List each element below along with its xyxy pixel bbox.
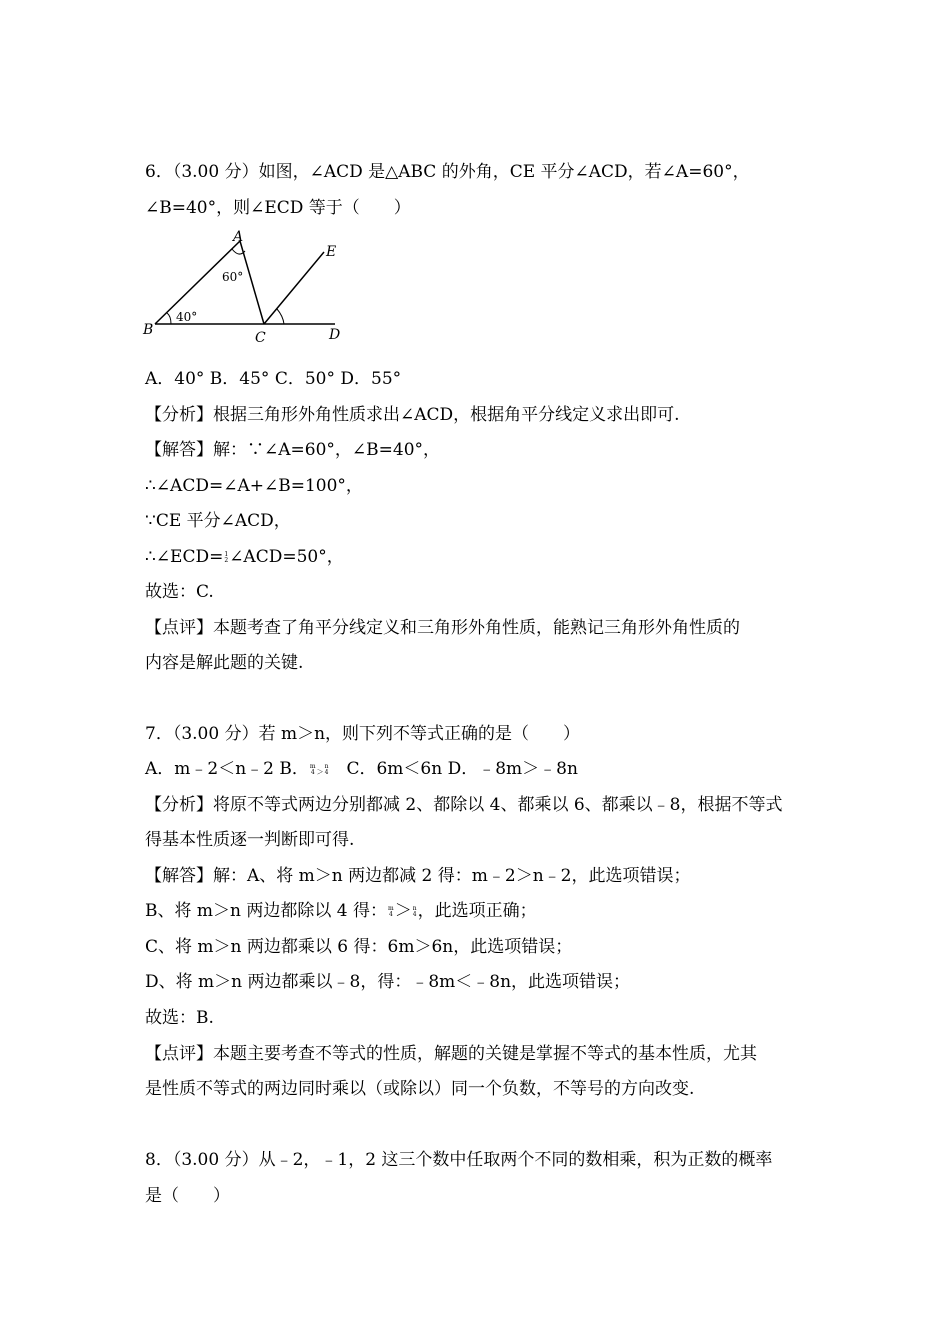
q8-stem-line2: 是（ ） [145,1186,230,1206]
line-ce [264,252,324,324]
q7-comment-line2: 是性质不等式的两边同时乘以（或除以）同一个负数，不等号的方向改变. [145,1079,695,1099]
q6-solution-line4 [145,545,344,569]
angle-label-b: 40° [176,310,198,324]
angle-arc-b [167,313,171,324]
sol-b-gt: ＞ [394,901,412,921]
q6-analysis: 【分析】根据三角形外角性质求出∠ACD，根据角平分线定义求出即可. [145,405,680,425]
q7-solution-a: 【解答】解：A、将 m＞n 两边都减 2 得：m﹣2＞n﹣2，此选项错误； [145,866,691,886]
q7-comment-line1: 【点评】本题主要考查不等式的性质，解题的关键是掌握不等式的基本性质，尤其 [145,1044,757,1064]
triangle-diagram [140,228,360,350]
q7-opt-pre: A．m﹣2＜n﹣2 B． [145,759,309,779]
angle-label-a: 60° [222,270,244,284]
q7-analysis-line1: 【分析】将原不等式两边分别都减 2、都除以 4、都乘以 6、都乘以﹣8，根据不等式 [145,795,783,815]
frac-numerator: 1 [224,550,229,558]
label-d: D [329,327,341,343]
q7-solution-d: D、将 m＞n 两边都乘以﹣8，得：﹣8m＜﹣8n，此选项错误； [145,972,631,992]
label-a: A [233,229,244,245]
q7-opt-post: C．6m＜6n D．﹣8m＞﹣8n [329,759,578,779]
label-b: B [143,322,154,338]
q6-sol4-post: ∠ACD=50°， [229,547,344,567]
q6-options: A．40° B．45° C．50° D．55° [145,369,402,389]
q7-sol-b-post: ，此选项正确； [417,901,537,921]
q6-comment-line2: 内容是解此题的关键. [145,653,304,673]
line-ac [240,241,264,324]
q7-sol-b-pre: B、将 m＞n 两边都除以 4 得： [145,901,387,921]
q7-answer: 故选：B. [145,1008,214,1028]
q7-stem: 7．（3.00 分）若 m＞n，则下列不等式正确的是（ ） [145,724,581,744]
q6-solution-line1: 【解答】解：∵∠A=60°，∠B=40°， [145,440,441,460]
q6-triangle-figure [140,228,360,350]
half-fraction [224,552,228,564]
q7-solution-c: C、将 m＞n 两边都乘以 6 得：6m＞6n，此选项错误； [145,937,573,957]
q6-solution-line2: ∴∠ACD=∠A+∠B=100°， [145,476,363,496]
opt-b-gt: ＞ [316,768,324,776]
n-over-4-fraction: n 4 [324,762,329,776]
q6-answer: 故选：C. [145,582,214,602]
q7-options [145,757,578,784]
q6-solution-line3: ∵CE 平分∠ACD， [145,511,291,531]
m-over-4-fraction: m 4 [388,904,394,918]
q6-comment-line1: 【点评】本题考查了角平分线定义和三角形外角性质，能熟记三角形外角性质的 [145,618,740,638]
label-e: E [326,244,337,260]
n-over-4-fraction: n 4 [412,904,417,918]
q7-solution-b [145,899,537,923]
q8-stem-line1: 8．（3.00 分）从﹣2，﹣1，2 这三个数中任取两个不同的数相乘，积为正数的概率 [145,1150,773,1170]
q6-stem-line1: 6．（3.00 分）如图，∠ACD 是△ABC 的外角，CE 平分∠ACD，若∠A=60°， [145,162,750,182]
m-over-4-fraction: m 4 [309,762,316,776]
angle-arc-c [277,309,284,324]
label-c: C [255,330,266,346]
q6-stem-line2: ∠B=40°，则∠ECD 等于（ ） [145,198,411,218]
q7-analysis-line2: 得基本性质逐一判断即可得. [145,830,355,850]
frac-denominator: 2 [224,556,229,564]
q6-sol4-pre: ∴∠ECD= [145,547,224,567]
